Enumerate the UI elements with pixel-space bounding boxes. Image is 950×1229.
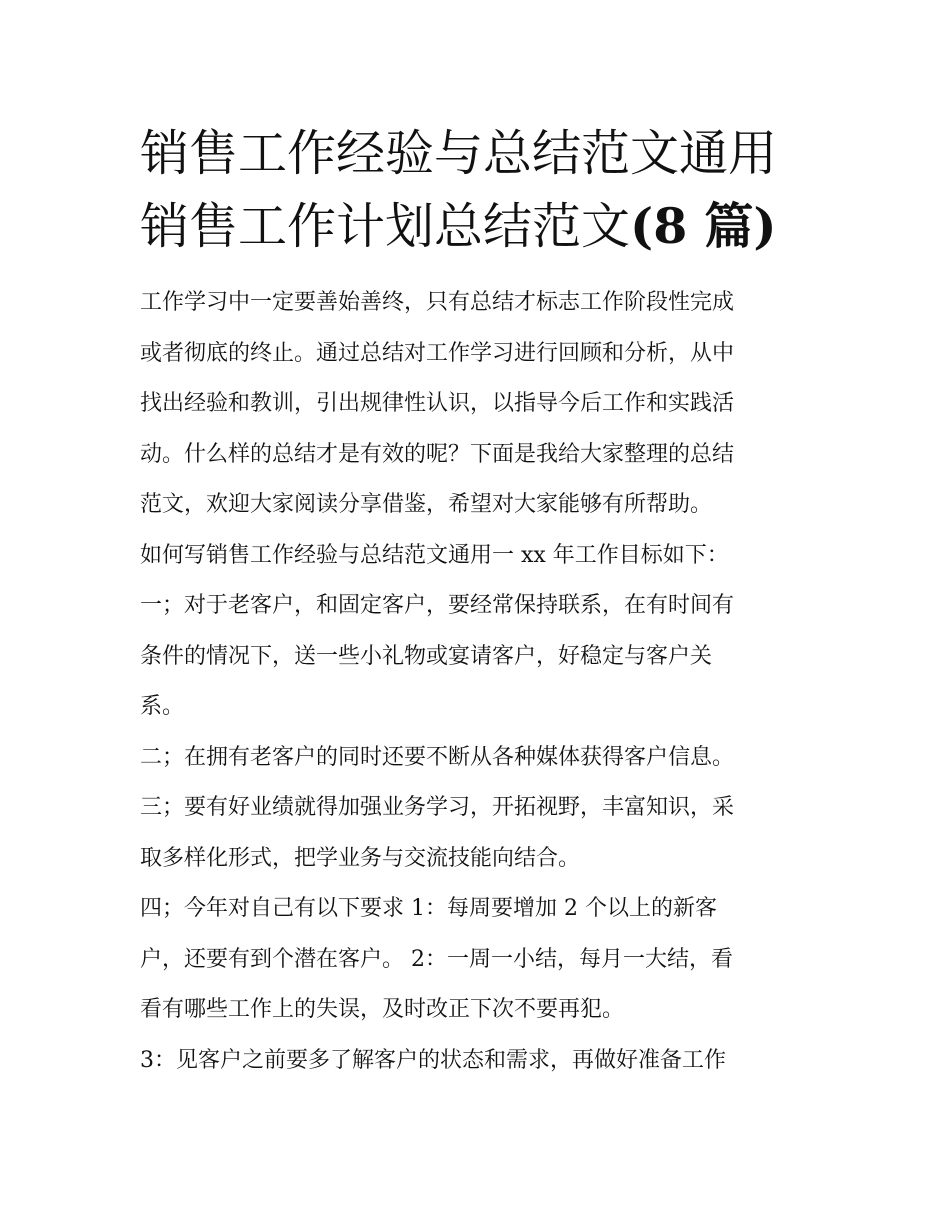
- body-line: 户，还要有到个潜在客户。 2：一周一小结，每月一大结，看: [140, 946, 733, 972]
- body-line: 看有哪些工作上的失误，及时改正下次不要再犯。: [140, 997, 625, 1022]
- body-line: 系。: [140, 694, 185, 719]
- body-line: 取多样化形式，把学业务与交流技能向结合。: [140, 845, 581, 871]
- body-line: 二；在拥有老客户的同时还要不断从各种媒体获得客户信息。: [140, 744, 735, 770]
- body-line: 四；今年对自己有以下要求 1：每周要增加 2 个以上的新客: [140, 896, 717, 921]
- body-line: 找出经验和教训，引出规律性认识，以指导今后工作和实践活: [140, 391, 735, 416]
- body-line: 3：见客户之前要多了解客户的状态和需求，再做好准备工作: [140, 1047, 726, 1073]
- body-line: 动。什么样的总结才是有效的呢？下面是我给大家整理的总结: [140, 441, 735, 467]
- title-article-count: (8 篇): [630, 197, 777, 255]
- title-line-2: [140, 190, 840, 263]
- title-line-1: 销售工作经验与总结范文通用: [140, 125, 778, 182]
- body-line: 范文，欢迎大家阅读分享借鉴，希望对大家能够有所帮助。: [140, 492, 713, 517]
- body-line: 一；对于老客户，和固定客户，要经常保持联系，在有时间有: [140, 593, 735, 618]
- title-line-2-text: 销售工作计划总结范文: [140, 198, 631, 255]
- body-line: 或者彻底的终止。通过总结对工作学习进行回顾和分析，从中: [140, 340, 735, 366]
- document-title: [140, 118, 840, 263]
- body-line: 工作学习中一定要善始善终，只有总结才标志工作阶段性完成: [140, 290, 735, 315]
- document-body: [140, 278, 830, 1086]
- body-line: 如何写销售工作经验与总结范文通用一 xx 年工作目标如下：: [140, 542, 729, 568]
- body-line: 条件的情况下，送一些小礼物或宴请客户，好稳定与客户关: [140, 643, 713, 669]
- body-line: 三；要有好业绩就得加强业务学习，开拓视野，丰富知识，采: [140, 795, 735, 820]
